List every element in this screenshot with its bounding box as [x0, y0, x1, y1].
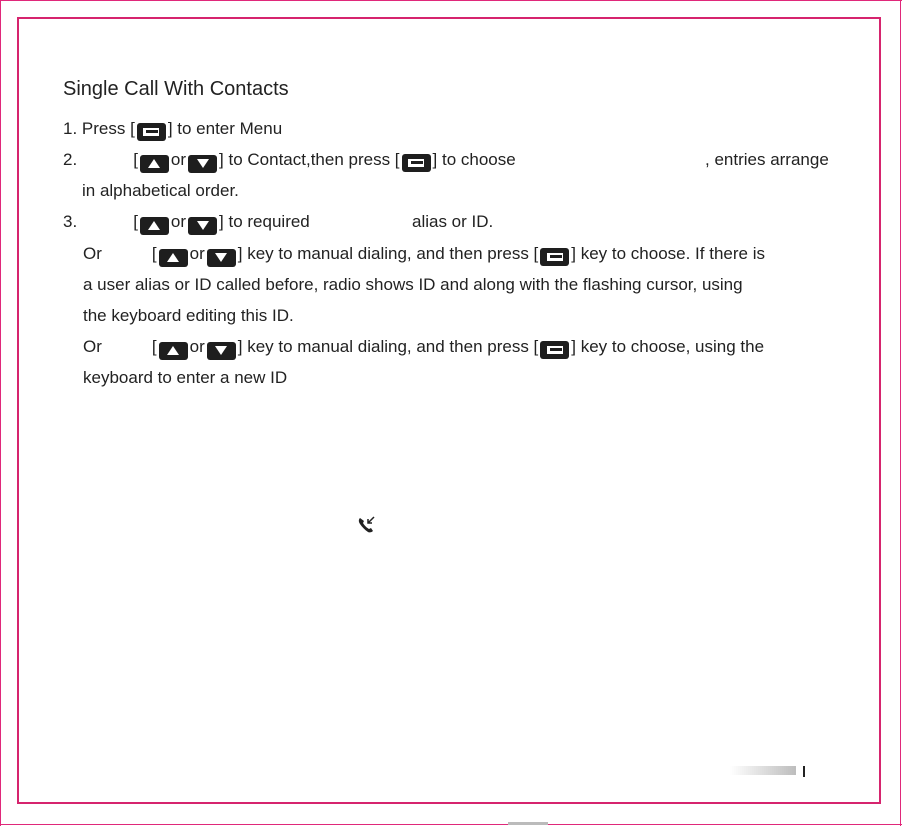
option-1-cont-2: the keyboard editing this ID. — [83, 306, 294, 325]
option-2-cont: keyboard to enter a new ID — [83, 368, 288, 387]
step-1: 1. Press [ ] to enter Menu — [63, 119, 282, 141]
incoming-call-icon — [357, 516, 377, 534]
down-arrow-key-icon — [188, 155, 217, 173]
page-title: Single Call With Contacts — [63, 78, 289, 100]
bottom-edge-mark — [508, 822, 548, 825]
down-arrow-key-icon — [188, 217, 217, 235]
down-arrow-key-icon — [207, 342, 236, 360]
outer-frame-right — [900, 0, 901, 826]
step-2: 2. [ or ] to Contact,then press [ ] to choose — [63, 150, 516, 173]
page-footer-tick — [803, 766, 805, 777]
menu-key-icon — [540, 248, 569, 266]
up-arrow-key-icon — [140, 155, 169, 173]
outer-frame-top — [0, 0, 902, 1]
menu-key-icon — [137, 123, 166, 141]
up-arrow-key-icon — [159, 249, 188, 267]
outer-frame-left — [0, 0, 1, 826]
up-arrow-key-icon — [159, 342, 188, 360]
option-1-cont: a user alias or ID called before, radio shows ID and along with the flashing cursor, using — [83, 275, 743, 294]
option-2: Or [ or ] key to manual dialing, and then press [ ] key to choose, using the — [83, 337, 764, 360]
menu-key-icon — [402, 154, 431, 172]
option-1: Or [ or ] key to manual dialing, and then press [ ] key to choose. If there is — [83, 244, 765, 267]
page-footer-bar — [730, 766, 796, 775]
up-arrow-key-icon — [140, 217, 169, 235]
step-3-tail: alias or ID. — [412, 212, 494, 231]
step-2-tail: , entries arrange — [705, 150, 829, 169]
outer-frame-bottom — [0, 824, 902, 825]
step-2-cont: in alphabetical order. — [82, 181, 239, 200]
menu-key-icon — [540, 341, 569, 359]
step-3: 3. [ or ] to required — [63, 212, 310, 235]
down-arrow-key-icon — [207, 249, 236, 267]
